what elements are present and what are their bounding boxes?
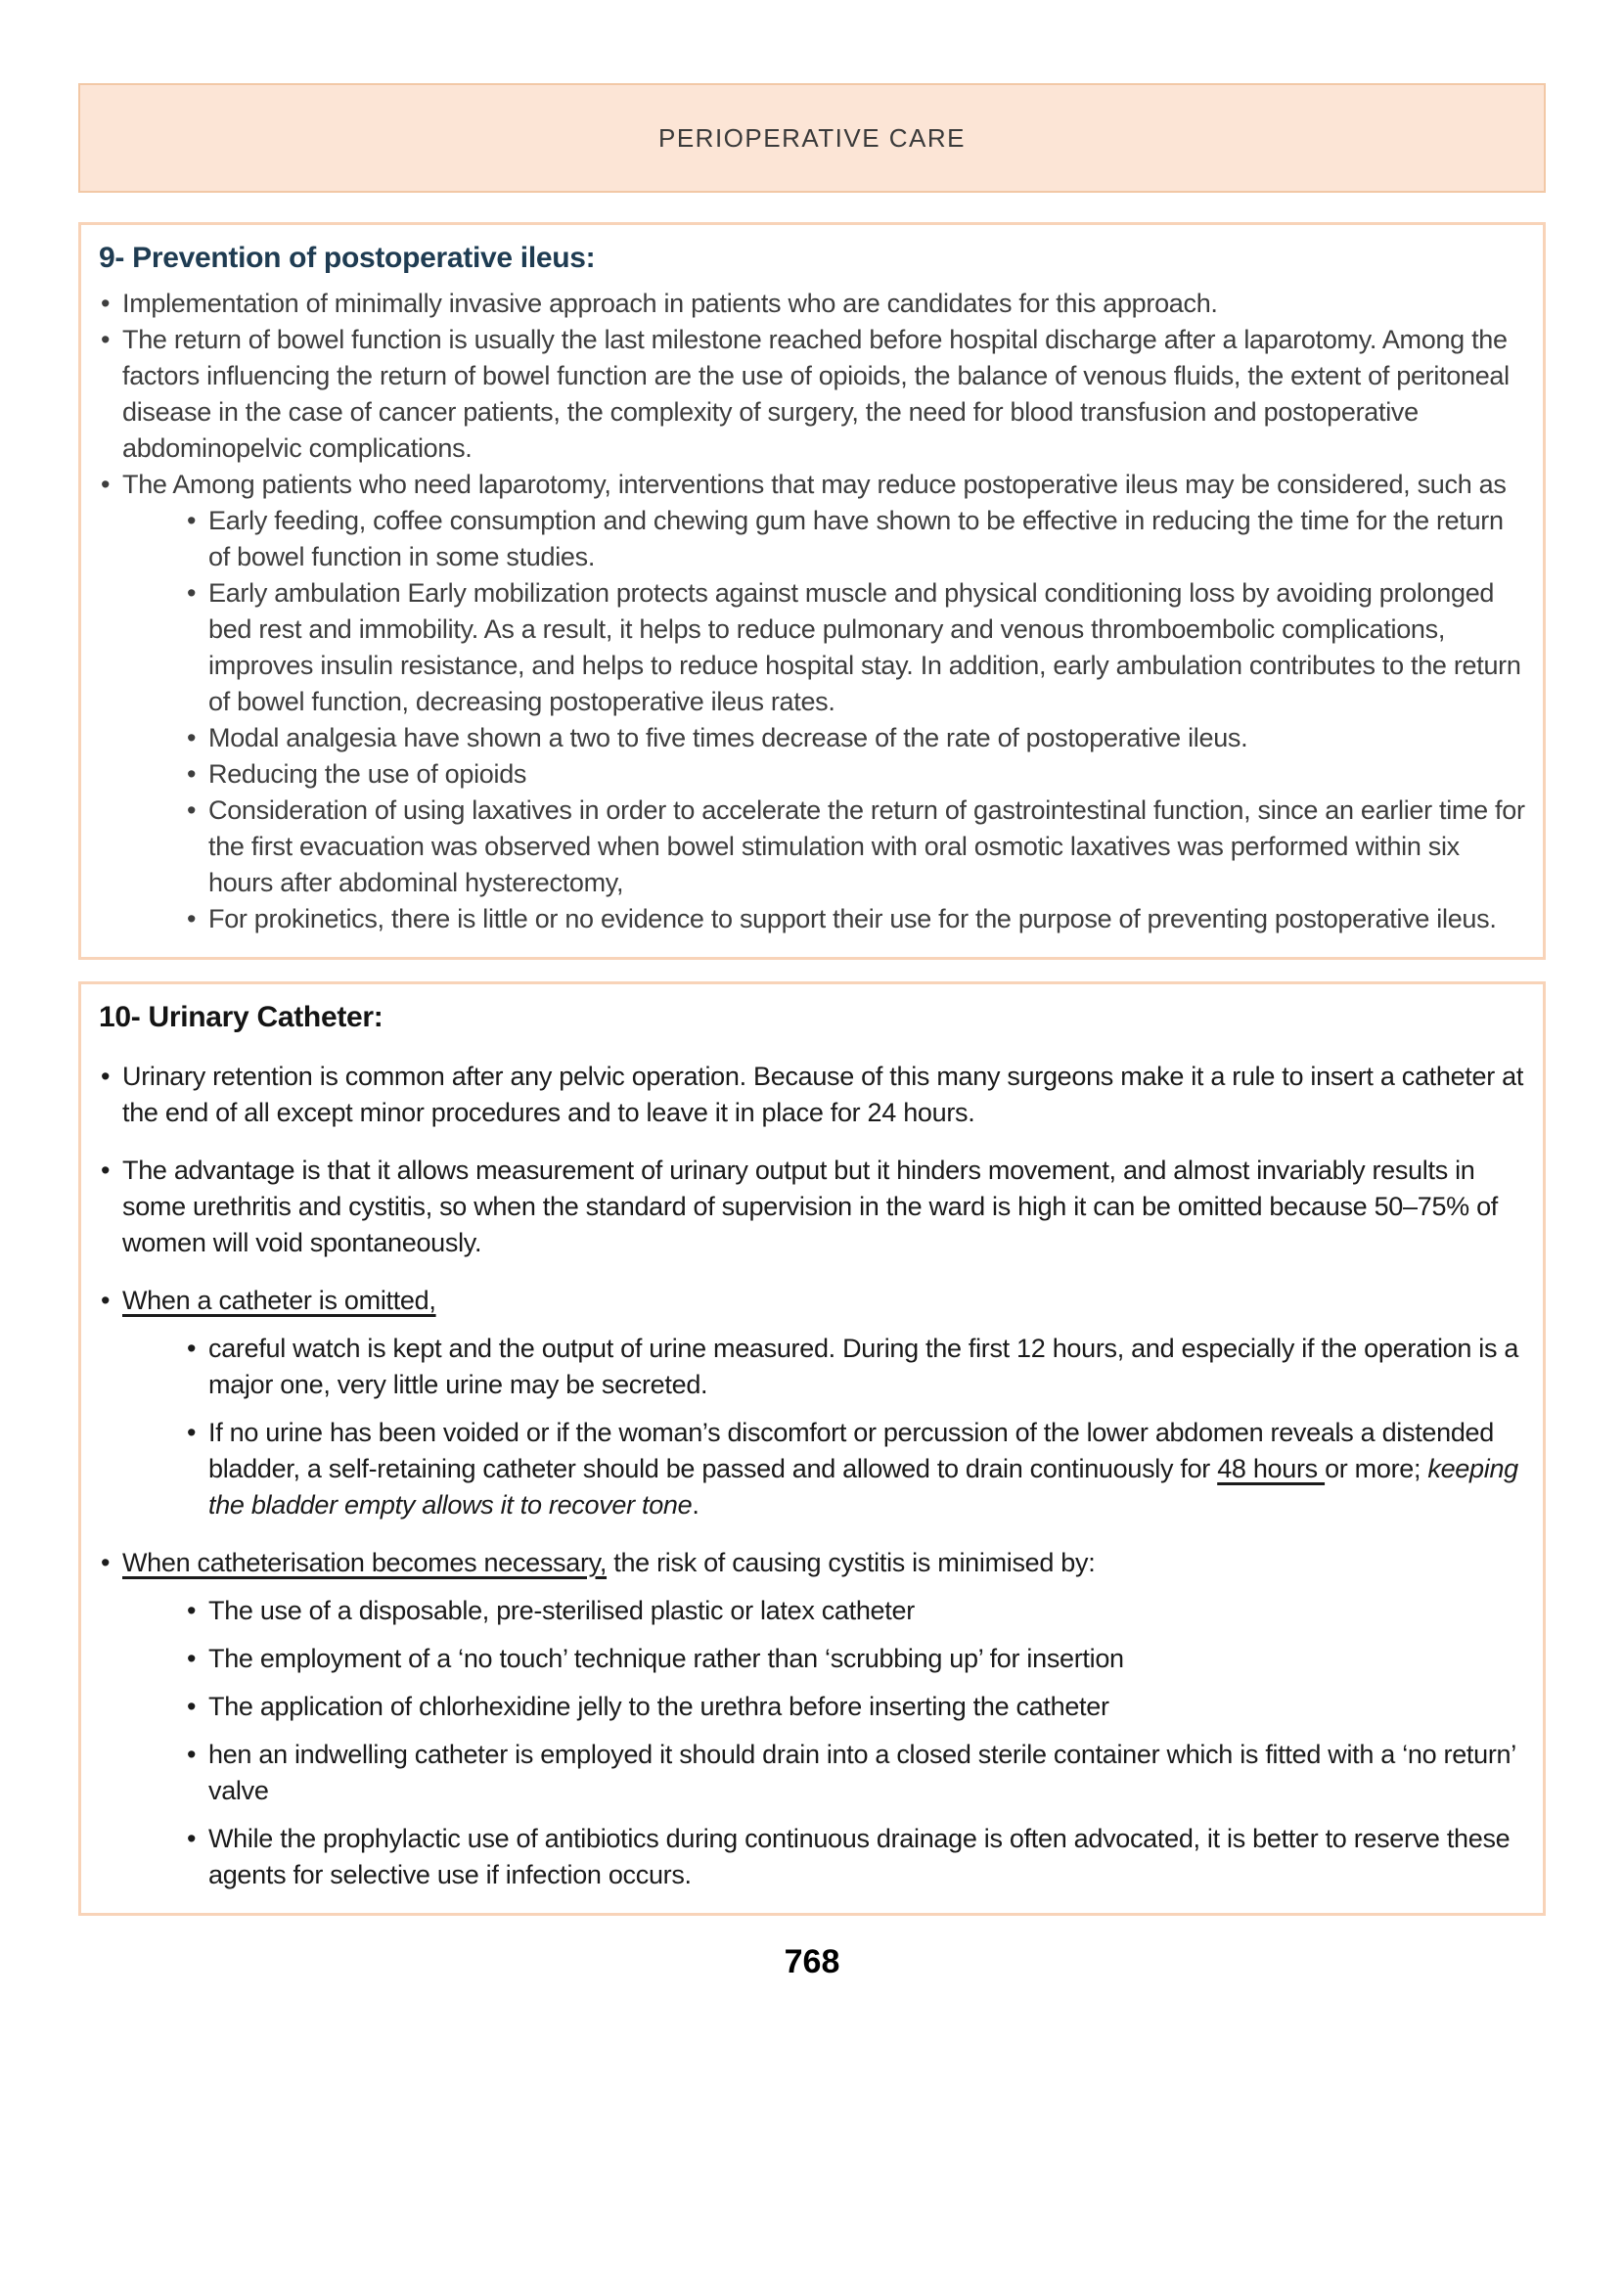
page-header-title: PERIOPERATIVE CARE <box>657 122 967 153</box>
sub-bullet-item <box>185 1593 1525 1629</box>
sub-bullet-list <box>185 1331 1525 1523</box>
sub-bullet-item <box>185 1415 1525 1523</box>
bullet-text: The advantage is that it allows measurement of urinary output but it hinders movement, and almost invariably results in some urethritis and cystitis, so when the standard of supervision in the ward is high it can be omitted because 50–75% of women will void spontaneously. <box>122 1156 1498 1257</box>
sub-bullet-list <box>185 1593 1525 1893</box>
section-postoperative-ileus <box>78 222 1546 960</box>
bullet-item <box>99 286 1525 322</box>
underlined-text: 48 hours <box>1217 1454 1326 1483</box>
sub-bullet-text: If no urine has been voided or if the woman’s discomfort or percussion of the lower abdomen reveals a distended bladder, a self-retaining catheter should be passed and allowed to drain continuously for <box>208 1418 1494 1483</box>
bullet-list <box>99 1059 1525 1893</box>
bullet-item <box>99 322 1525 467</box>
sub-bullet-text: Early ambulation Early mobilization protects against muscle and physical conditioning loss by avoiding prolonged bed rest and immobility. As a result, it helps to reduce pulmonary and venous thromboembolic complications, improves insulin resistance, and helps to reduce hospital stay. In addition, early ambulation contributes to the return of bowel function, decreasing postoperative ileus rates. <box>208 578 1521 716</box>
sub-bullet-item <box>185 1737 1525 1809</box>
bullet-list <box>99 286 1525 937</box>
page-number: 768 <box>784 1943 840 1980</box>
bullet-text: The return of bowel function is usually the last milestone reached before hospital discharge after a laparotomy. Among the factors influencing the return of bowel function are the use of opioids, the balance of venous fluids, the extent of peritoneal disease in the case of cancer patients, the complexity of surgery, the need for blood transfusion and postoperative abdominopelvic complications. <box>122 325 1510 463</box>
sub-bullet-item <box>185 1689 1525 1725</box>
underlined-lead-text: When a catheter is omitted, <box>122 1286 436 1315</box>
sub-bullet-item <box>185 1821 1525 1893</box>
sub-bullet-item <box>185 1641 1525 1677</box>
sub-bullet-text: For prokinetics, there is little or no evidence to support their use for the purpose of preventing postoperative ileus. <box>208 904 1497 933</box>
sub-bullet-item <box>185 503 1525 575</box>
bullet-text: Urinary retention is common after any pelvic operation. Because of this many surgeons make it a rule to insert a catheter at the end of all except minor procedures and to leave it in place for 24 hours. <box>122 1062 1524 1127</box>
sub-bullet-text: careful watch is kept and the output of urine measured. During the first 12 hours, and especially if the operation is a major one, very little urine may be secreted. <box>208 1334 1519 1399</box>
bullet-when-catheterisation-necessary <box>99 1545 1525 1893</box>
bullet-text: The Among patients who need laparotomy, interventions that may reduce postoperative ileus may be considered, such as <box>122 470 1507 499</box>
section-catheter-heading: 10- Urinary Catheter: <box>99 1001 383 1033</box>
sub-bullet-text: The application of chlorhexidine jelly to the urethra before inserting the catheter <box>208 1692 1109 1721</box>
sub-bullet-text: Consideration of using laxatives in order to accelerate the return of gastrointestinal function, since an earlier time for the first evacuation was observed when bowel stimulation with oral osmotic laxatives was performed within six hours after abdominal hysterectomy, <box>208 795 1525 897</box>
sub-bullet-item <box>185 901 1525 937</box>
italic-text: keeping the bladder empty allows it to recover tone <box>208 1454 1518 1520</box>
bullet-item <box>99 467 1525 937</box>
sub-bullet-text: The employment of a ‘no touch’ technique rather than ‘scrubbing up’ for insertion <box>208 1644 1124 1673</box>
underlined-lead-text: When catheterisation becomes necessary, <box>122 1548 608 1577</box>
sub-bullet-item <box>185 720 1525 756</box>
section-ileus-heading: 9- Prevention of postoperative ileus: <box>99 242 596 274</box>
sub-bullet-text: While the prophylactic use of antibiotics during continuous drainage is often advocated, it is better to reserve these agents for selective use if infection occurs. <box>208 1824 1511 1889</box>
sub-bullet-list <box>185 503 1525 937</box>
bullet-text: the risk of causing cystitis is minimised by: <box>607 1548 1096 1577</box>
sub-bullet-item <box>185 756 1525 793</box>
sub-bullet-text: or more; <box>1325 1454 1428 1483</box>
sub-bullet-text: Reducing the use of opioids <box>208 759 527 789</box>
sub-bullet-text: The use of a disposable, pre-sterilised plastic or latex catheter <box>208 1596 915 1625</box>
sub-bullet-item <box>185 575 1525 720</box>
page-header-banner <box>78 83 1546 193</box>
sub-bullet-text: hen an indwelling catheter is employed it should drain into a closed sterile container which is fitted with a ‘no return’ valve <box>208 1740 1515 1805</box>
sub-bullet-text: Modal analgesia have shown a two to five times decrease of the rate of postoperative ileus. <box>208 723 1248 752</box>
bullet-text: Implementation of minimally invasive approach in patients who are candidates for this approach. <box>122 289 1218 318</box>
bullet-item <box>99 1153 1525 1261</box>
section-urinary-catheter <box>78 981 1546 1916</box>
sub-bullet-item <box>185 1331 1525 1403</box>
sub-bullet-text: . <box>692 1490 699 1520</box>
sub-bullet-item <box>185 793 1525 901</box>
bullet-item <box>99 1059 1525 1131</box>
bullet-when-catheter-omitted <box>99 1283 1525 1523</box>
sub-bullet-text: Early feeding, coffee consumption and chewing gum have shown to be effective in reducing the time for the return of bowel function in some studies. <box>208 506 1504 571</box>
